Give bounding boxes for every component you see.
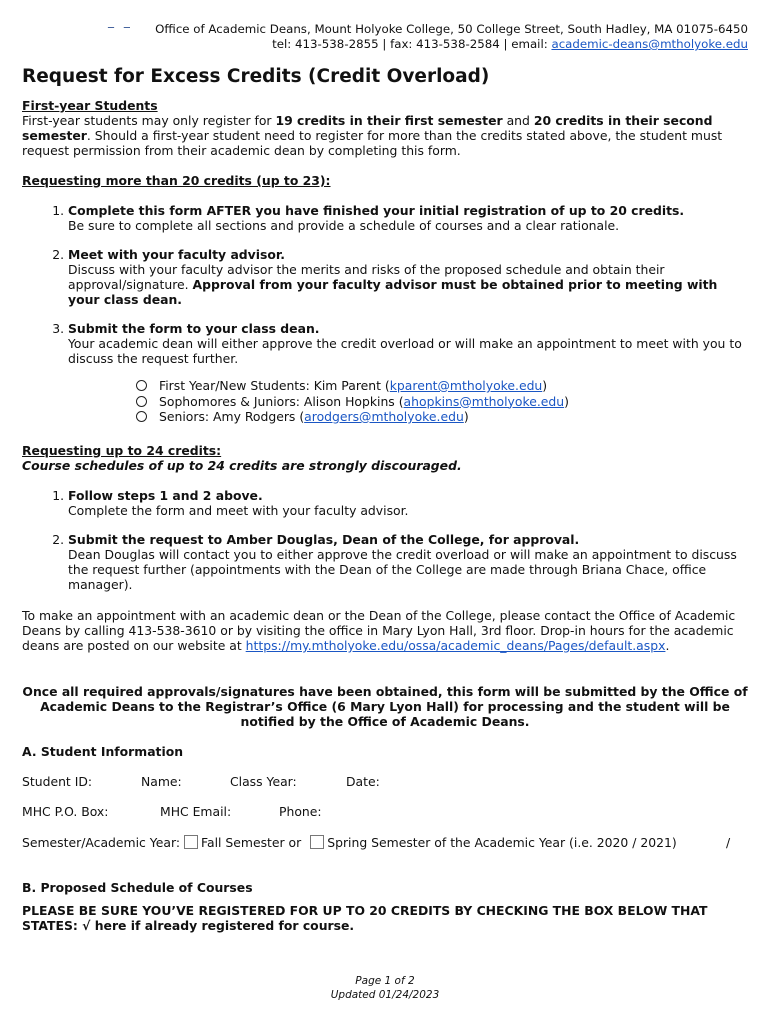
step-2-body: Dean Douglas will contact you to either approve the credit overload or will make an appointment to discuss the request further (appointments with the Dean of the College are made through Briana Chace, office manager). — [68, 547, 737, 592]
step-follow-above — [68, 488, 748, 518]
dean-email-link[interactable]: ahopkins@mtholyoke.edu — [403, 393, 565, 409]
bullet-circle-icon — [136, 396, 147, 407]
section-over-20-steps — [22, 203, 748, 425]
step-1-title: Complete this form AFTER you have finished your initial registration of up to 20 credits. — [68, 203, 685, 218]
schedule-instruction: PLEASE BE SURE YOU’VE REGISTERED FOR UP TO 20 CREDITS BY CHECKING THE BOX BELOW THAT STATES: √ here if already registered for course. — [22, 903, 708, 933]
first-year-heading: First-year Students — [22, 98, 158, 113]
dean-email-link[interactable]: arodgers@mtholyoke.edu — [304, 409, 464, 424]
fall-semester-checkbox[interactable] — [184, 835, 198, 849]
section-24-heading: Requesting up to 24 credits: — [22, 443, 222, 458]
section-over-20-heading: Requesting more than 20 credits (up to 23): — [22, 173, 331, 188]
first-year-section — [22, 98, 748, 158]
office-email-link[interactable]: academic-deans@mtholyoke.edu — [551, 37, 748, 51]
submission-notice: Once all required approvals/signatures have been obtained, this form will be submitted by the Office of Academic Deans to the Registrar’s Office (6 Mary Lyon Hall) for processing and the student will be notified by the Office of Academic Deans. — [22, 684, 748, 729]
first-year-paragraph — [22, 113, 748, 158]
step-2-title: Meet with your faculty advisor. — [68, 247, 285, 262]
office-header — [155, 22, 748, 52]
appointment-paragraph — [22, 608, 748, 653]
spring-semester-label: Spring Semester of the Academic Year (i.e. 2020 / 2021) — [327, 835, 677, 850]
page-title: Request for Excess Credits (Credit Overload) — [22, 66, 490, 87]
class-year-label[interactable]: Class Year: — [230, 774, 297, 789]
dean-sophomores-juniors — [136, 394, 748, 410]
dean-seniors — [136, 409, 748, 425]
step-1-body: Complete the form and meet with your faculty advisor. — [68, 503, 409, 518]
section-over-20 — [22, 173, 748, 439]
student-info-heading: A. Student Information — [22, 744, 184, 759]
step-complete-form — [68, 203, 748, 233]
step-1-body: Be sure to complete all sections and provide a schedule of courses and a clear rationale. — [68, 218, 620, 233]
step-1-title: Follow steps 1 and 2 above. — [68, 488, 263, 503]
step-meet-advisor — [68, 247, 748, 307]
first-year-text-1: First-year students may only register for — [22, 113, 276, 128]
first-year-text-3: . Should a first-year student need to register for more than the credits stated above, the student must request permission from their academic dean by completing this form. — [22, 128, 723, 158]
section-up-to-24 — [22, 443, 748, 606]
po-box-label[interactable]: MHC P.O. Box: — [22, 804, 109, 819]
phone-label[interactable]: Phone: — [279, 804, 322, 819]
page-number: Page 1 of 2 — [355, 975, 415, 987]
step-submit-to-dean-of-college — [68, 532, 748, 592]
step-3-title: Submit the form to your class dean. — [68, 321, 320, 336]
appointment-end: . — [665, 638, 670, 653]
office-contact — [155, 37, 748, 52]
step-2-requirement: Approval from your faculty advisor must be obtained prior to meeting with your class dean. — [68, 277, 718, 307]
deans-website-link[interactable]: https://my.mtholyoke.edu/ossa/academic_deans/Pages/default.aspx — [245, 638, 666, 653]
academic-year-slash: / — [726, 835, 731, 850]
fall-semester-label: Fall Semester or — [201, 835, 302, 850]
section-24-subheading: Course schedules of up to 24 credits are strongly discouraged. — [22, 458, 462, 473]
semester-row — [22, 835, 677, 850]
appointment-text: To make an appointment with an academic dean or the Dean of the College, please contact the Office of Academic Deans by calling 413-538-3610 or by visiting the office in Mary Lyon Hall, 3rd floor. Drop-in hours for the academic deans are posted on our website at — [22, 608, 736, 653]
date-label[interactable]: Date: — [346, 774, 380, 789]
class-deans-list — [68, 378, 748, 425]
student-id-label[interactable]: Student ID: — [22, 774, 93, 789]
college-logo-mark: _ _ — [108, 14, 133, 28]
section-24-steps — [22, 488, 748, 592]
second-semester-limit: 20 credits in their second semester — [22, 113, 713, 143]
step-2-body: Discuss with your faculty advisor the merits and risks of the proposed schedule and obtain their approval/signature. — [68, 262, 665, 292]
close-paren: ) — [564, 393, 569, 409]
step-3-body: Your academic dean will either approve the credit overload or will make an appointment to meet with you to discuss the request further. — [68, 336, 742, 366]
spring-semester-checkbox[interactable] — [310, 835, 324, 849]
bullet-circle-icon — [136, 411, 147, 422]
first-semester-limit: 19 credits in their first semester — [275, 113, 503, 128]
step-submit-to-dean — [68, 321, 748, 425]
email-label[interactable]: MHC Email: — [160, 804, 232, 819]
page-footer — [22, 974, 748, 1002]
dean-email-link[interactable]: kparent@mtholyoke.edu — [389, 378, 543, 393]
dean-label: First Year/New Students: Kim Parent ( — [159, 378, 390, 393]
close-paren: ) — [542, 378, 548, 393]
bullet-circle-icon — [136, 380, 147, 391]
dean-first-year — [136, 378, 748, 394]
office-address: Office of Academic Deans, Mount Holyoke College, 50 College Street, South Hadley, MA 01075-6450 — [155, 22, 748, 36]
step-2-title: Submit the request to Amber Douglas, Dean of the College, for approval. — [68, 532, 580, 547]
dean-label: Seniors: Amy Rodgers ( — [159, 409, 305, 424]
schedule-heading: B. Proposed Schedule of Courses — [22, 880, 253, 895]
name-label[interactable]: Name: — [141, 774, 182, 789]
close-paren: ) — [463, 409, 469, 424]
first-year-text-2: and — [502, 113, 534, 128]
dean-label: Sophomores & Juniors: Alison Hopkins ( — [159, 393, 404, 409]
updated-date: Updated 01/24/2023 — [330, 989, 440, 1001]
contact-phone-fax: tel: 413-538-2855 | fax: 413-538-2584 | email: — [272, 37, 552, 51]
semester-label: Semester/Academic Year: — [22, 835, 180, 850]
